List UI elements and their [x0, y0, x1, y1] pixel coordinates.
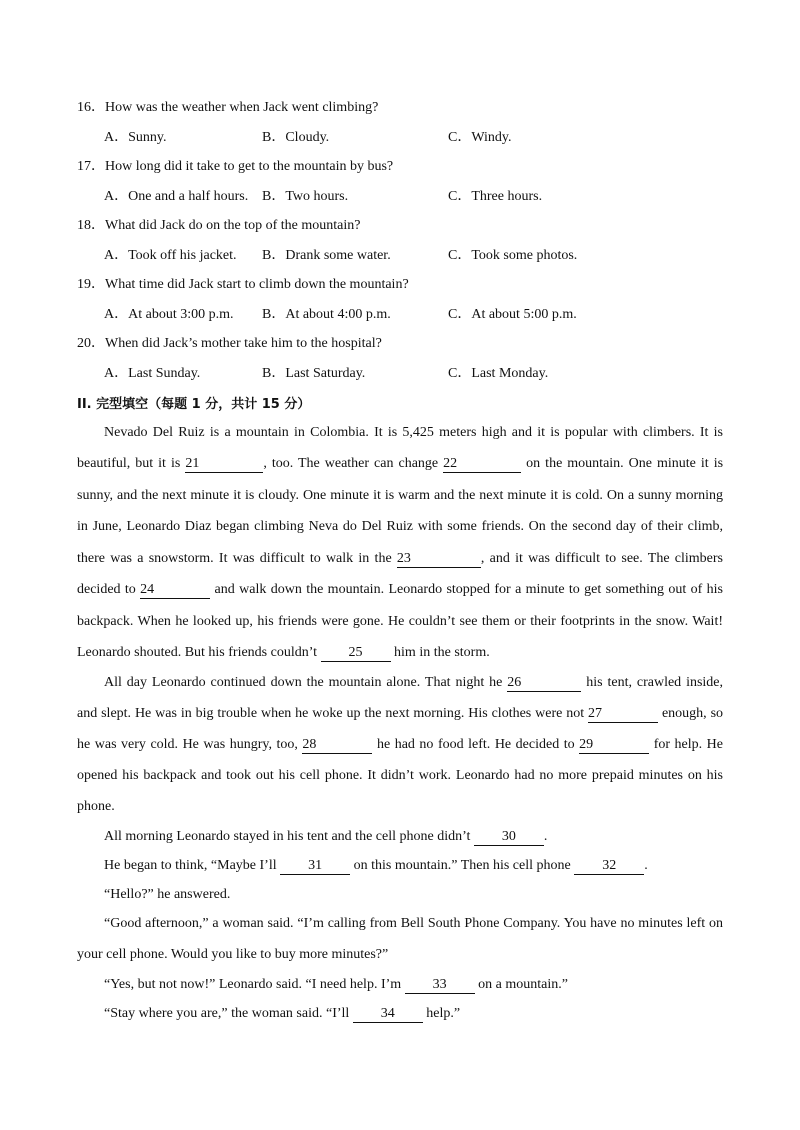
passage-line [104, 827, 723, 847]
blank-34: 34 [353, 1005, 423, 1023]
question-stem: 20．When did Jack’s mother take him to the hospital? [77, 336, 382, 351]
text-run: enough, so [661, 706, 724, 721]
question-stem: 17．How long did it take to get to the mountain by bus? [77, 159, 394, 174]
passage-line [77, 643, 723, 663]
text-run: on a mountain.” [478, 977, 568, 992]
text-run: beautiful, but it is [77, 456, 181, 471]
text-run: All morning Leonardo stayed in his tent and the cell phone didn’t [104, 829, 471, 844]
text-run: there was a snowstorm. It was difficult to walk in the [77, 551, 392, 566]
text-run: All day Leonardo continued down the mountain alone. That night he [104, 675, 503, 690]
option-a: A．Last Sunday. [104, 366, 201, 381]
option-a: A．At about 3:00 p.m. [104, 307, 234, 322]
option-c: C．At about 5:00 p.m. [448, 307, 577, 322]
passage-line: in June, Leonardo Diaz began climbing Neva do Del Ruiz with some friends. On the second day of their climb, [77, 519, 723, 534]
passage-line [77, 454, 723, 474]
text-run: decided to [77, 582, 136, 597]
blank-21: 21 [185, 455, 263, 473]
blank-28: 28 [302, 736, 372, 754]
text-run: his tent, crawled inside, [586, 675, 724, 690]
blank-29: 29 [579, 736, 649, 754]
blank-33: 33 [405, 976, 475, 994]
blank-26: 26 [507, 674, 581, 692]
option-c: C．Windy. [448, 130, 512, 145]
passage-line: phone. [77, 799, 115, 814]
text-run: on this mountain.” Then his cell phone [353, 858, 571, 873]
passage-line [77, 580, 723, 600]
text-run: on the mountain. One minute it is [526, 456, 724, 471]
passage-line: “Good afternoon,” a woman said. “I’m calling from Bell South Phone Company. You have no minutes left on [104, 916, 723, 931]
blank-31: 31 [280, 857, 350, 875]
option-b: B．At about 4:00 p.m. [262, 307, 391, 322]
option-b: B．Two hours. [262, 189, 349, 204]
text-run: for help. He [653, 737, 723, 752]
passage-line [104, 856, 723, 876]
passage-line: backpack. When he looked up, his friends were gone. He couldn’t see them or their footprints in the snow. Wait! [77, 614, 723, 629]
blank-32: 32 [574, 857, 644, 875]
blank-30: 30 [474, 828, 544, 846]
option-c: C．Took some photos. [448, 248, 578, 263]
text-run: He began to think, “Maybe I’ll [104, 858, 277, 873]
passage-line [104, 975, 723, 995]
passage-line: sunny, and the next minute it is cloudy. One minute it is warm and the next minute it is cold. On a sunny morning [77, 488, 723, 503]
text-run: he was very cold. He was hungry, too, [77, 737, 298, 752]
text-run: , and it was difficult to see. The climbers [480, 551, 723, 566]
passage-line: Nevado Del Ruiz is a mountain in Colombia. It is 5,425 meters high and it is popular with climbers. It is [104, 425, 723, 440]
passage-line [77, 735, 723, 755]
blank-24: 24 [140, 581, 210, 599]
passage-line: your cell phone. Would you like to buy more minutes?” [77, 947, 389, 962]
question-stem: 16．How was the weather when Jack went climbing? [77, 100, 379, 115]
question-stem: 19．What time did Jack start to climb down the mountain? [77, 277, 409, 292]
passage-line [77, 704, 723, 724]
text-run: him in the storm. [394, 645, 490, 660]
text-run: and slept. He was in big trouble when he woke up the next morning. His clothes were not [77, 706, 585, 721]
passage-line: “Hello?” he answered. [104, 887, 231, 902]
blank-22: 22 [443, 455, 521, 473]
blank-23: 23 [397, 550, 481, 568]
blank-25: 25 [321, 644, 391, 662]
text-run: . [543, 829, 548, 844]
text-run: , too. The weather can change [263, 456, 439, 471]
text-run: and walk down the mountain. Leonardo stopped for a minute to get something out of his [214, 582, 723, 597]
option-c: C．Last Monday. [448, 366, 549, 381]
text-run: Leonardo shouted. But his friends couldn’t [77, 645, 318, 660]
blank-27: 27 [588, 705, 658, 723]
option-a: A．One and a half hours. [104, 189, 249, 204]
text-run: help.” [426, 1006, 461, 1021]
section-title: II. 完型填空（每题 1 分，共计 15 分） [77, 397, 311, 412]
passage-line [104, 1004, 723, 1024]
option-a: A．Sunny. [104, 130, 167, 145]
text-run: “Stay where you are,” the woman said. “I’ll [104, 1006, 350, 1021]
text-run: “Yes, but not now!” Leonardo said. “I need help. I’m [104, 977, 402, 992]
passage-line [77, 549, 723, 569]
option-c: C．Three hours. [448, 189, 543, 204]
passage-line [104, 673, 723, 693]
option-b: B．Cloudy. [262, 130, 330, 145]
passage-line: opened his backpack and took out his cell phone. It didn’t work. Leonardo had no more prepaid minutes on his [77, 768, 723, 783]
option-b: B．Drank some water. [262, 248, 391, 263]
option-a: A．Took off his jacket. [104, 248, 237, 263]
question-stem: 18．What did Jack do on the top of the mountain? [77, 218, 361, 233]
text-run: he had no food left. He decided to [376, 737, 575, 752]
text-run: . [644, 858, 648, 873]
option-b: B．Last Saturday. [262, 366, 366, 381]
